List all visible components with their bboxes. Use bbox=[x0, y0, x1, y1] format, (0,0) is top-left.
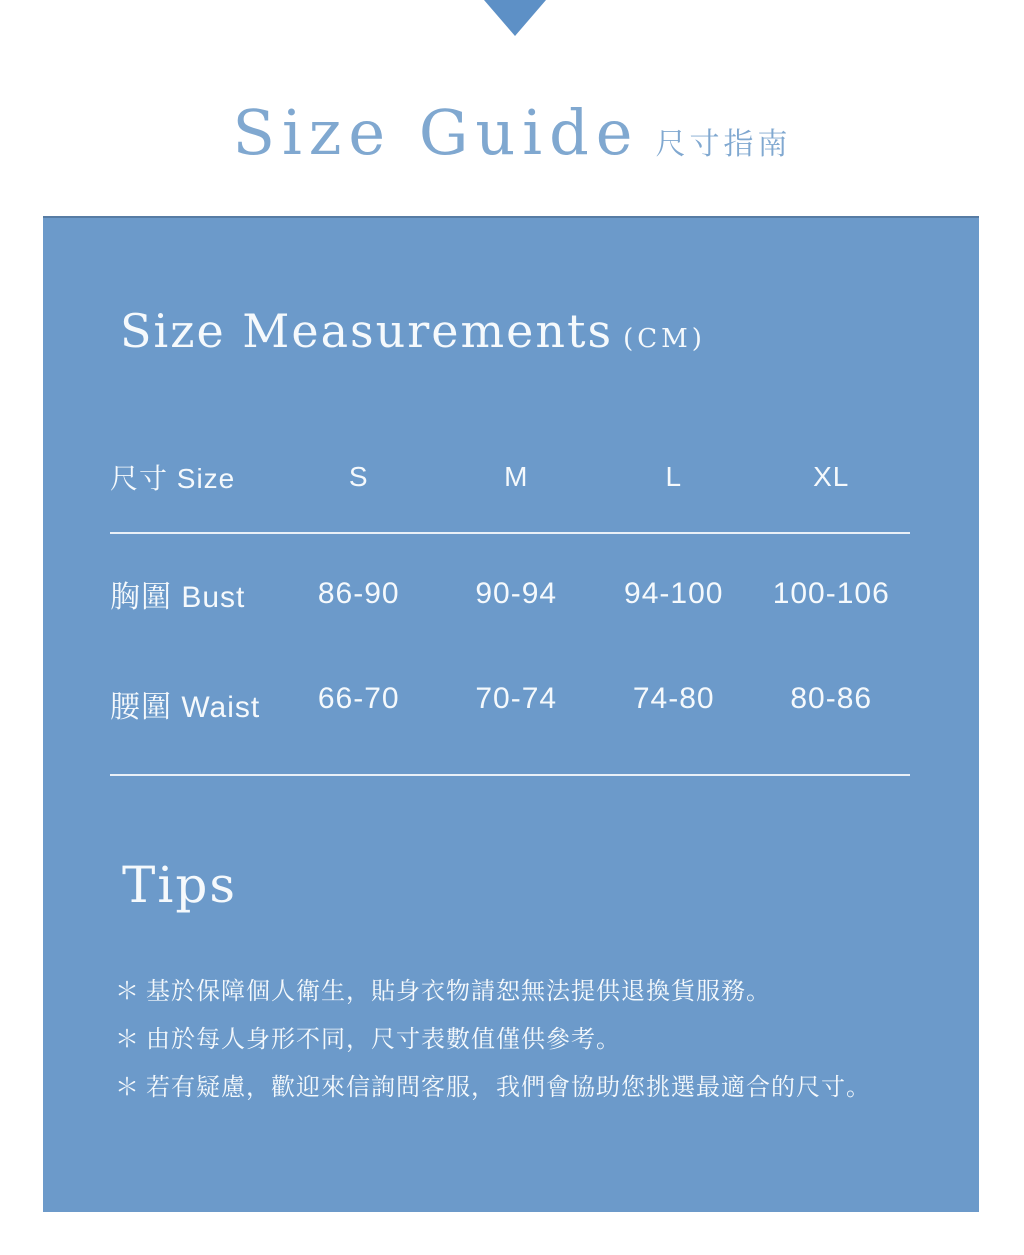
bust-value-l: 94-100 bbox=[624, 577, 724, 610]
waist-value-m: 70-74 bbox=[475, 682, 558, 715]
tip-item bbox=[115, 1016, 915, 1064]
tip-text: 由於每人身形不同，尺寸表數值僅供參考。 bbox=[146, 1026, 621, 1053]
column-header-xl: XL bbox=[813, 461, 850, 492]
column-header-l: L bbox=[665, 461, 683, 492]
tip-item bbox=[115, 968, 915, 1016]
tip-text: 若有疑慮，歡迎來信詢問客服，我們會協助您挑選最適合的尺寸。 bbox=[146, 1074, 871, 1101]
table-row-bust bbox=[110, 534, 910, 654]
tips-title: Tips bbox=[122, 856, 238, 914]
size-measurements-table bbox=[110, 422, 910, 776]
measurement-unit-label: (CM) bbox=[623, 324, 706, 354]
column-header-size: 尺寸 Size bbox=[110, 463, 236, 494]
waist-value-s: 66-70 bbox=[317, 682, 400, 715]
section-title bbox=[120, 304, 706, 358]
tip-bullet: ＊ bbox=[115, 1074, 140, 1101]
section-title-text: Size Measurements bbox=[120, 304, 614, 358]
waist-value-xl: 80-86 bbox=[790, 682, 873, 715]
tip-bullet: ＊ bbox=[115, 1026, 140, 1053]
tips-list bbox=[115, 968, 915, 1112]
bust-value-m: 90-94 bbox=[475, 577, 558, 610]
tip-item bbox=[115, 1064, 915, 1112]
page-title-english: Size Guide bbox=[232, 96, 640, 169]
waist-value-l: 74-80 bbox=[632, 682, 715, 715]
bust-value-s: 86-90 bbox=[317, 577, 400, 610]
page-title bbox=[0, 96, 1024, 169]
table-header-row bbox=[110, 422, 910, 532]
table-divider-bottom bbox=[110, 774, 910, 776]
column-header-m: M bbox=[504, 461, 529, 492]
waist-row-label: 腰圍 Waist bbox=[110, 691, 261, 724]
bust-value-xl: 100-106 bbox=[772, 577, 890, 610]
bust-row-label: 胸圍 Bust bbox=[110, 581, 246, 614]
size-guide-card bbox=[43, 216, 979, 1212]
scroll-down-triangle-icon bbox=[484, 0, 546, 36]
tip-bullet: ＊ bbox=[115, 978, 140, 1005]
column-header-s: S bbox=[348, 461, 369, 492]
table-row-waist bbox=[110, 654, 910, 774]
page-title-chinese: 尺寸指南 bbox=[655, 128, 792, 161]
tip-text: 基於保障個人衛生，貼身衣物請恕無法提供退換貨服務。 bbox=[146, 978, 771, 1005]
